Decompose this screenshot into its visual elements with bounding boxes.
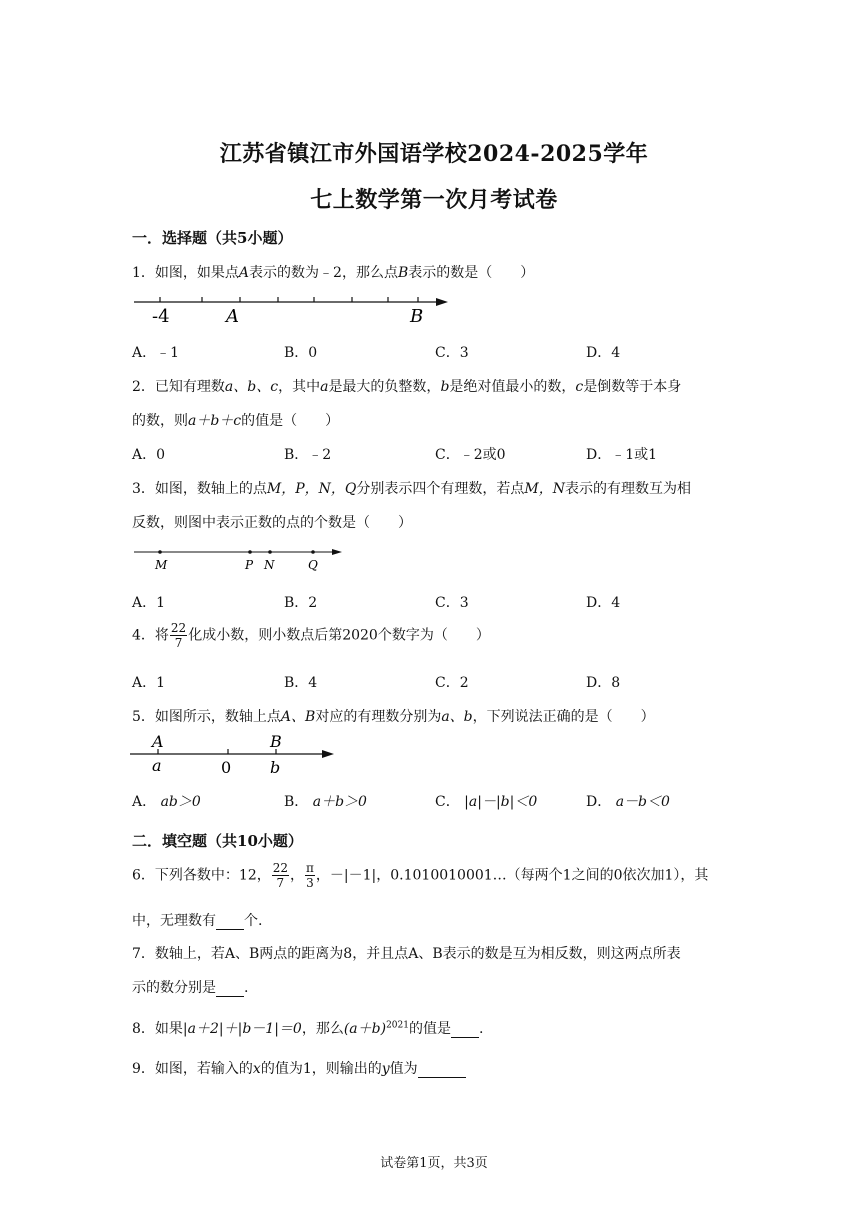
page-footer: 试卷第1页，共3页	[380, 1156, 488, 1171]
answer-blank[interactable]	[418, 1061, 466, 1078]
title-line-2: 七上数学第一次月考试卷	[310, 187, 558, 213]
axis-label-q: Q	[308, 558, 318, 572]
answer-blank[interactable]	[216, 913, 244, 930]
answer-blank[interactable]	[451, 1021, 479, 1038]
q5-option-d: D． a－b＜0	[586, 794, 670, 810]
axis-label-A: A	[152, 732, 164, 751]
section-heading-fill: 二．填空题（共10小题）	[132, 832, 303, 850]
question-6-line-1: 6．下列各数中：12， $\frac{22}{7}$ ， $\frac{\pi}{3}$ ，－|－1|，0.1010010001…（每两个1之间的0依次加1），其	[132, 861, 709, 890]
section-heading-choice: 一．选择题（共5小题）	[132, 229, 293, 247]
fraction-22-7: $\frac{22}{7}$	[272, 861, 289, 890]
q1-option-c: C．3	[435, 345, 469, 361]
q5-option-c: C． |a|－|b|＜0	[435, 794, 538, 810]
question-2-line-1: 2．已知有理数a、b、c，其中a是最大的负整数，b是绝对值最小的数，c是倒数等于本身	[132, 379, 682, 395]
question-9: 9．如图，若输入的x的值为1，则输出的y值为	[132, 1058, 466, 1078]
axis-label-p: P	[245, 558, 254, 572]
number-line-q1	[130, 290, 460, 330]
axis-label-b: B	[410, 306, 424, 327]
q2-option-c: C．﹣2或0	[435, 447, 506, 463]
question-5: 5．如图所示，数轴上点A、B对应的有理数分别为a、b，下列说法正确的是（ ）	[132, 709, 655, 725]
axis-label-n: N	[264, 558, 275, 572]
axis-label-B: B	[270, 732, 282, 751]
question-1: 1．如图，如果点A表示的数为﹣2，那么点B表示的数是（ ）	[132, 265, 535, 281]
question-3-line-2: 反数，则图中表示正数的点的个数是（ ）	[132, 515, 412, 531]
q1-option-b: B．0	[284, 345, 318, 361]
q3-option-b: B．2	[284, 595, 318, 611]
q4-option-c: C．2	[435, 675, 469, 691]
q3-option-a: A．1	[132, 595, 166, 611]
q2-option-d: D．﹣1或1	[586, 447, 658, 463]
q2-option-a: A．0	[132, 447, 166, 463]
axis-label-m: M	[155, 558, 168, 572]
question-6-line-2: 中，无理数有 个.	[132, 913, 263, 929]
q1-option-a: A．﹣1	[132, 345, 180, 361]
question-8: 8．如果|a＋2|＋|b－1|＝0，那么$(a+b)^{2021}$的值是 .	[132, 1020, 484, 1037]
axis-label-zero: 0	[221, 758, 232, 777]
q3-option-d: D．4	[586, 595, 621, 611]
axis-label-minus4: -4	[152, 306, 170, 327]
number-line-q3	[130, 542, 350, 574]
number-line-q5	[128, 730, 343, 778]
fraction-22-7: $\frac{22}{7}$	[170, 621, 187, 650]
fraction-pi-3: $\frac{\pi}{3}$	[306, 861, 314, 890]
q4-option-a: A．1	[132, 675, 166, 691]
question-3-line-1: 3．如图，数轴上的点M，P，N，Q分别表示四个有理数，若点M，N表示的有理数互为相	[132, 481, 691, 497]
q5-option-a: A． ab＞0	[132, 794, 201, 810]
q4-option-b: B．4	[284, 675, 318, 691]
axis-label-b-small: b	[270, 758, 281, 777]
question-7-line-1: 7．数轴上，若A、B两点的距离为8，并且点A、B表示的数是互为相反数，则这两点所表	[132, 946, 681, 962]
question-4: 4．将 $\frac{22}{7}$ 化成小数，则小数点后第2020个数字为（ ）	[132, 621, 490, 650]
axis-label-a-small: a	[152, 756, 162, 775]
q5-option-b: B． a＋b＞0	[284, 794, 367, 810]
q3-option-c: C．3	[435, 595, 469, 611]
question-7-line-2: 示的数分别是 .	[132, 980, 249, 996]
q1-option-d: D．4	[586, 345, 621, 361]
axis-label-a: A	[226, 306, 239, 327]
answer-blank[interactable]	[216, 980, 244, 997]
q4-option-d: D．8	[586, 675, 621, 691]
title-line-1: 江苏省镇江市外国语学校2024-2025学年	[219, 141, 649, 167]
q2-option-b: B．﹣2	[284, 447, 332, 463]
question-2-line-2: 的数，则a＋b＋c的值是（ ）	[132, 413, 340, 429]
